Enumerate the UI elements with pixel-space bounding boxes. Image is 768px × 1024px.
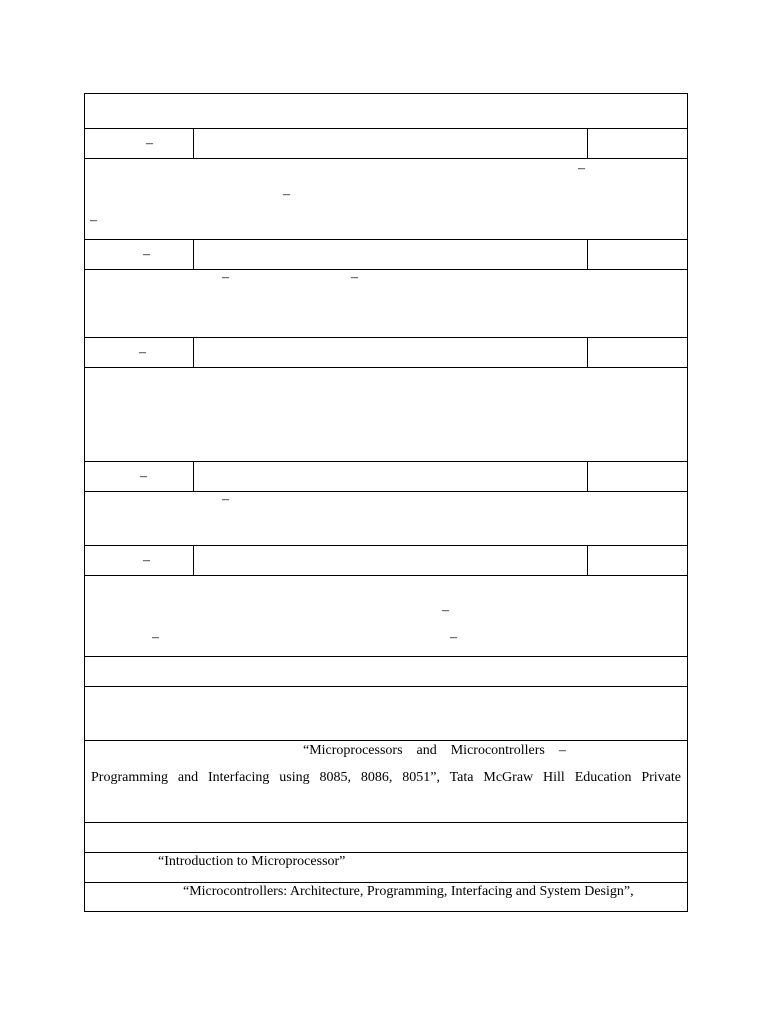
- course-outcomes-row: [85, 687, 687, 741]
- reference-2-title: “Microcontrollers: Architecture, Programming, Interfacing and System Design”,: [183, 884, 634, 899]
- content-dash: –: [442, 603, 449, 618]
- content-dash: –: [351, 270, 358, 285]
- unit-3-content-row: [85, 368, 687, 462]
- content-dash: –: [222, 492, 229, 507]
- unit-3-dash: –: [139, 345, 146, 360]
- textbook-row: [85, 741, 687, 823]
- unit-2-content-row: [85, 270, 687, 338]
- reference-1-row: [85, 853, 687, 883]
- unit-3-header-row: [85, 338, 687, 368]
- content-dash: –: [450, 630, 457, 645]
- column-divider: [193, 338, 194, 367]
- content-dash: –: [578, 161, 585, 176]
- references-header-row: [85, 823, 687, 853]
- content-dash: –: [283, 187, 290, 202]
- unit-4-content-row: [85, 492, 687, 546]
- unit-4-dash: –: [140, 469, 147, 484]
- content-dash: –: [152, 630, 159, 645]
- textbook-title-line: “Microprocessors and Microcontrollers –: [303, 743, 566, 758]
- column-divider: [587, 129, 588, 158]
- unit-2-header-row: [85, 240, 687, 270]
- column-divider: [193, 129, 194, 158]
- unit-2-dash: –: [143, 247, 150, 262]
- column-divider: [193, 462, 194, 491]
- total-periods-row: [85, 657, 687, 687]
- syllabus-table: [84, 93, 688, 912]
- unit-5-content-row: [85, 576, 687, 657]
- reference-2-row: [85, 883, 687, 911]
- textbook-publisher-line: Programming and Interfacing using 8085, 8086, 8051”, Tata McGraw Hill Education Private: [91, 770, 681, 785]
- unit-1-content-row: [85, 159, 687, 240]
- column-divider: [587, 462, 588, 491]
- unit-5-header-row: [85, 546, 687, 576]
- column-divider: [587, 546, 588, 575]
- reference-1-title: “Introduction to Microprocessor”: [158, 854, 346, 869]
- content-dash: –: [222, 270, 229, 285]
- unit-5-dash: –: [143, 553, 150, 568]
- column-divider: [193, 546, 194, 575]
- column-divider: [587, 240, 588, 269]
- content-dash: –: [90, 213, 97, 228]
- unit-1-header-row: [85, 129, 687, 159]
- column-divider: [587, 338, 588, 367]
- unit-4-header-row: [85, 462, 687, 492]
- unit-1-dash: –: [146, 136, 153, 151]
- column-divider: [193, 240, 194, 269]
- course-title-row: [85, 94, 687, 129]
